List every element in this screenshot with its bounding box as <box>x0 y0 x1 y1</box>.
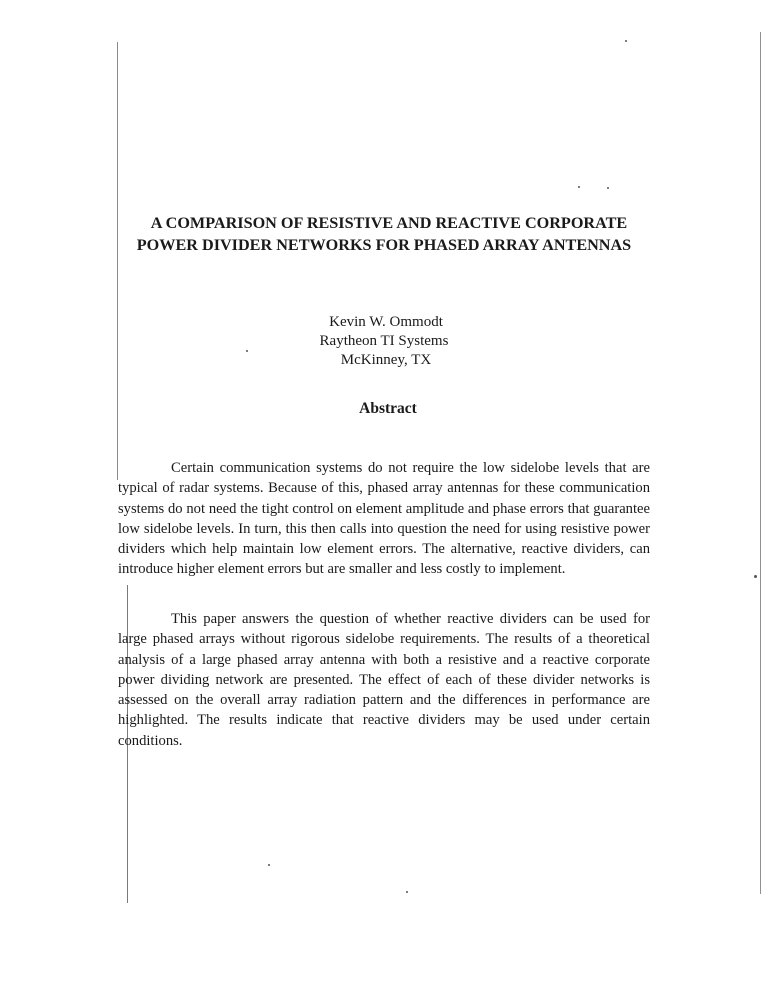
scan-speck <box>578 186 580 188</box>
paper-title <box>0 212 768 256</box>
scan-edge-line <box>760 32 761 894</box>
author-name: Kevin W. Ommodt <box>329 314 443 330</box>
title-line: POWER DIVIDER NETWORKS FOR PHASED ARRAY ANTENNAS <box>136 236 632 254</box>
author-affiliation: Raytheon TI Systems <box>319 333 449 349</box>
author-location: McKinney, TX <box>340 352 432 368</box>
title-line: A COMPARISON OF RESISTIVE AND REACTIVE CORPORATE <box>150 214 628 232</box>
abstract-heading: Abstract <box>359 400 417 417</box>
abstract-paragraph: This paper answers the question of whether reactive dividers can be used for large phased arrays without rigorous sidelobe requirements. The results of a theoretical analysis of a large phased array antenna with both a resistive and a reactive corporate power dividing network are presented. The effect of each of these divider networks is assessed on the overall array radiation pattern and the differences in performance are highlighted. The results indicate that reactive dividers may be used under certain conditions. <box>118 611 650 749</box>
scan-speck <box>754 575 757 578</box>
scan-speck <box>607 187 609 189</box>
scan-speck <box>268 864 270 866</box>
scan-speck <box>625 40 627 42</box>
author-block <box>0 313 768 370</box>
scan-speck <box>406 891 408 893</box>
abstract-paragraph: Certain communication systems do not require the low sidelobe levels that are typical of radar systems. Because of this, phased array antennas for these communication systems do not need the tight control on element amplitude and phase errors that guarantee low sidelobe levels. In turn, this then calls into question the need for using resistive power dividers which help maintain low element errors. The alternative, reactive dividers, can introduce higher element errors but are smaller and less costly to implement. <box>118 460 650 578</box>
